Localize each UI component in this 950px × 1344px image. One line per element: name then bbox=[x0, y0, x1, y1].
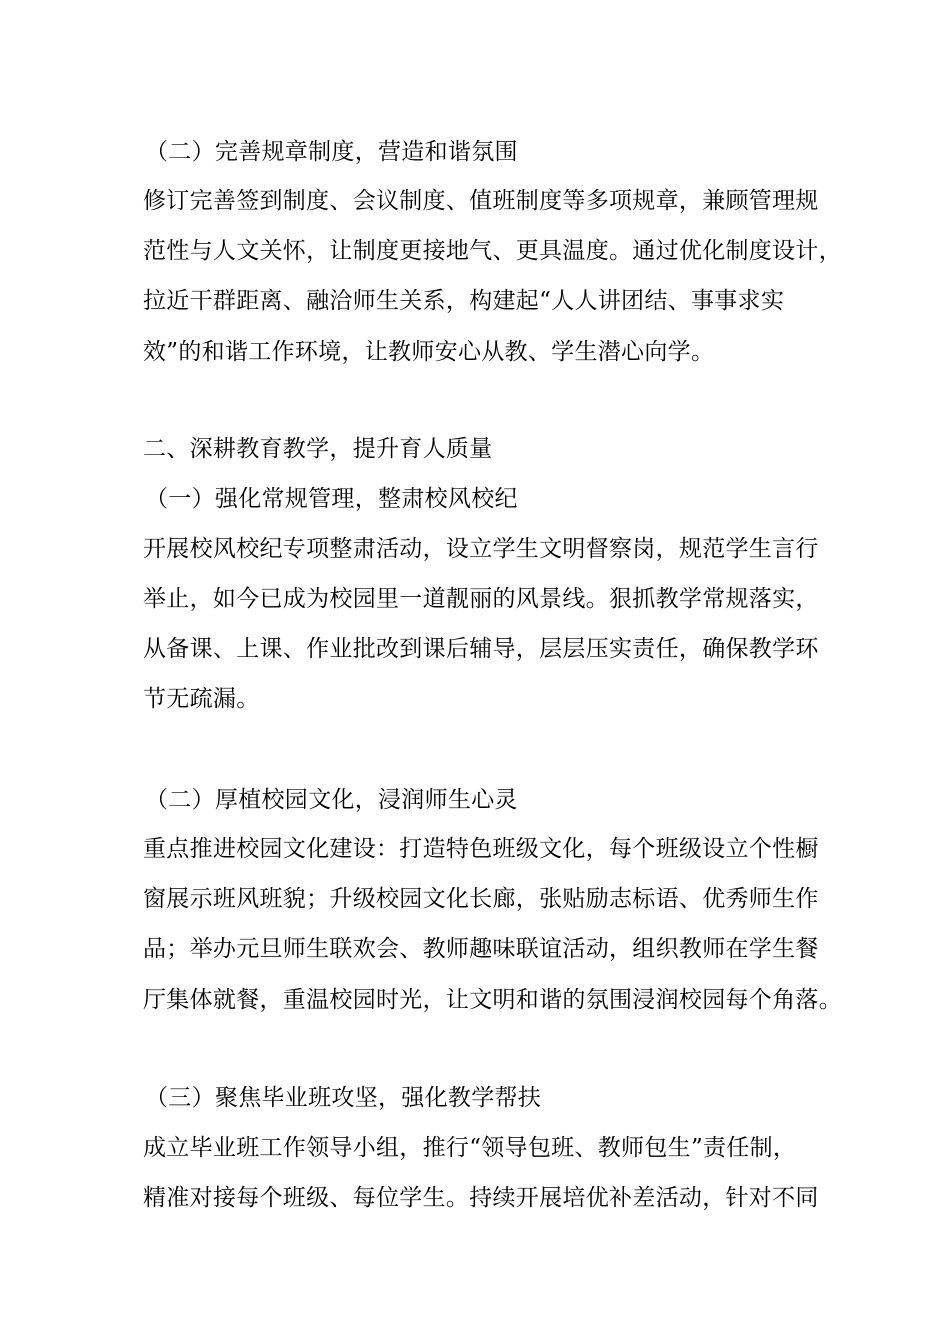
paragraph-line: 效”的和谐工作环境，让教师安心从教、学生潜心向学。 bbox=[143, 339, 715, 365]
paragraph-line: 窗展示班风班貌；升级校园文化长廊，张贴励志标语、优秀师生作 bbox=[143, 886, 819, 912]
paragraph-line: 从备课、上课、作业批改到课后辅导，层层压实责任，确保教学环 bbox=[143, 636, 819, 662]
subheading-graduating-class: （三）聚焦毕业班攻坚，强化教学帮扶 bbox=[145, 1085, 542, 1111]
subheading-routine-management: （一）强化常规管理，整肃校风校纪 bbox=[145, 486, 518, 512]
paragraph-line: 范性与人文关怀，让制度更接地气、更具温度。通过优化制度设计， bbox=[143, 238, 842, 264]
paragraph-line: 拉近干群距离、融洽师生关系，构建起“人人讲团结、事事求实 bbox=[143, 288, 785, 314]
paragraph-line: 精准对接每个班级、每位学生。持续开展培优补差活动，针对不同 bbox=[143, 1185, 819, 1211]
subheading-campus-culture: （二）厚植校园文化，浸润师生心灵 bbox=[145, 787, 518, 813]
subheading-improve-rules: （二）完善规章制度，营造和谐氛围 bbox=[145, 139, 518, 165]
section-heading-teaching: 二、深耕教育教学，提升育人质量 bbox=[143, 436, 493, 462]
paragraph-line: 修订完善签到制度、会议制度、值班制度等多项规章，兼顾管理规 bbox=[143, 188, 819, 214]
paragraph-line: 厅集体就餐，重温校园时光，让文明和谐的氛围浸润校园每个角落。 bbox=[143, 987, 842, 1013]
paragraph-line: 举止，如今已成为校园里一道靓丽的风景线。狠抓教学常规落实， bbox=[143, 586, 819, 612]
paragraph-line: 重点推进校园文化建设：打造特色班级文化，每个班级设立个性橱 bbox=[143, 836, 819, 862]
paragraph-line: 成立毕业班工作领导小组，推行“领导包班、教师包生”责任制， bbox=[143, 1135, 797, 1161]
paragraph-line: 开展校风校纪专项整肃活动，设立学生文明督察岗，规范学生言行 bbox=[143, 536, 819, 562]
paragraph-line: 节无疏漏。 bbox=[143, 686, 260, 712]
paragraph-line: 品；举办元旦师生联欢会、教师趣味联谊活动，组织教师在学生餐 bbox=[143, 936, 819, 962]
